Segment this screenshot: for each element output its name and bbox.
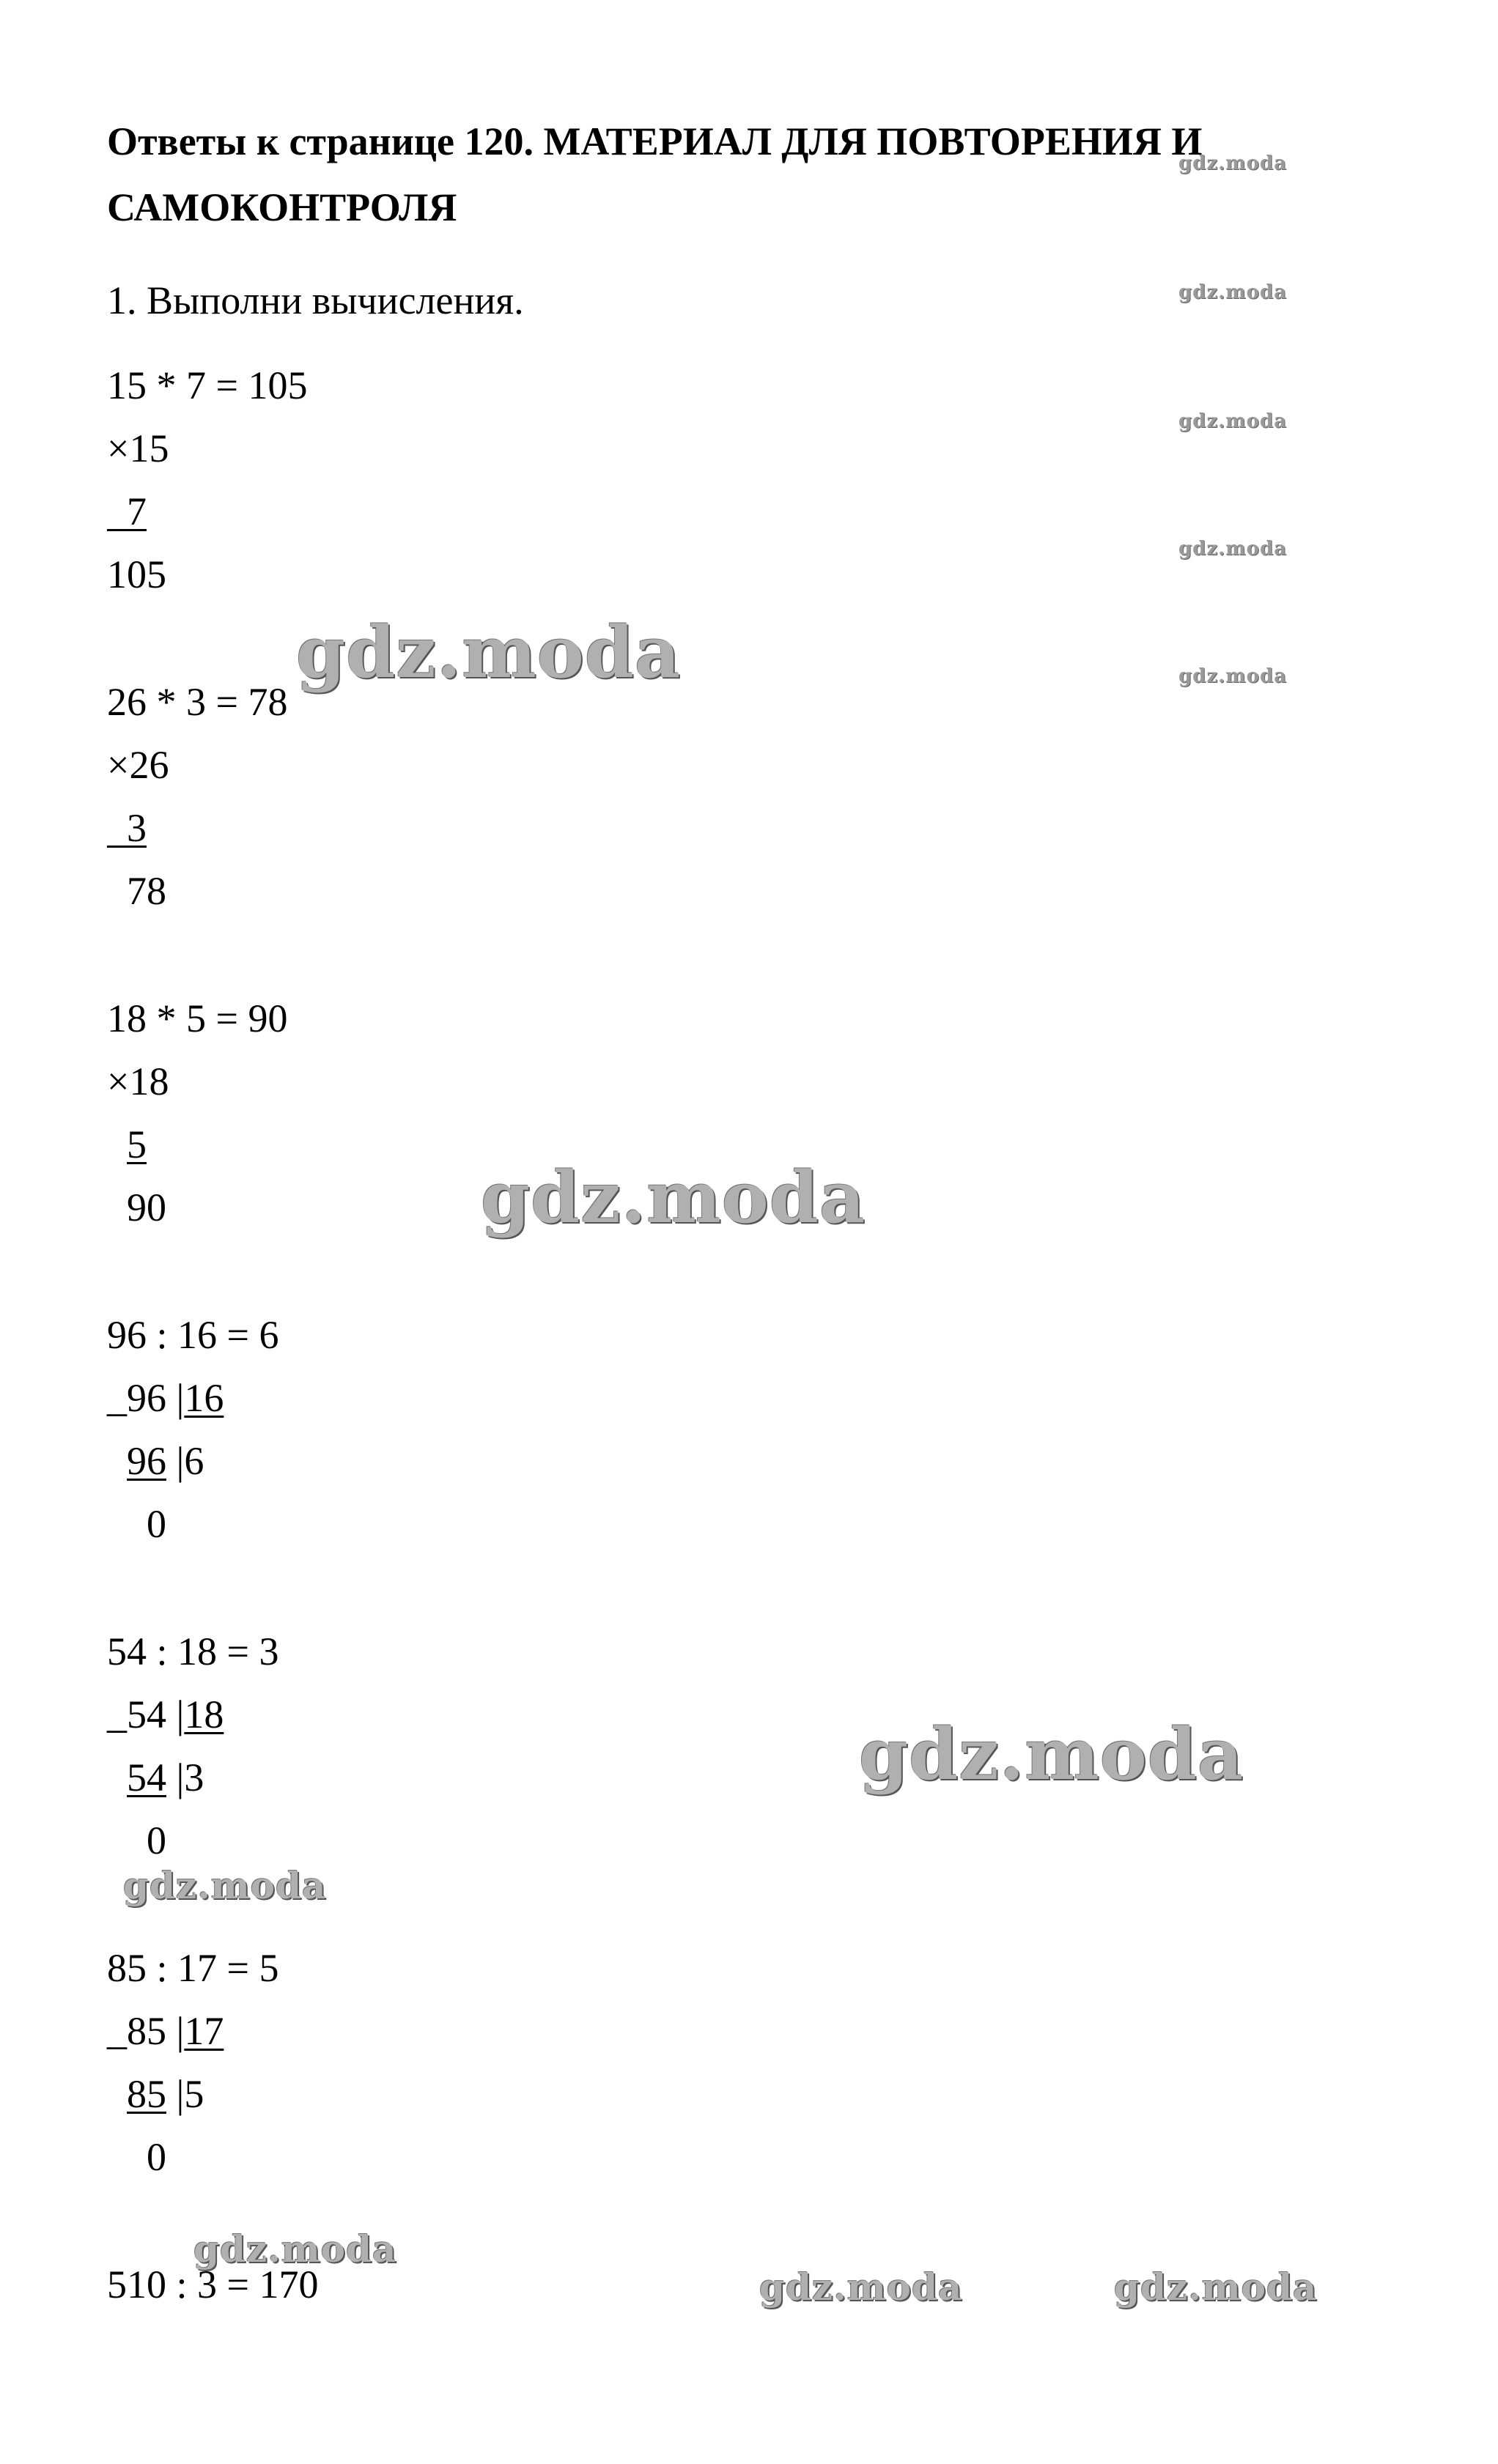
dividend-row-5: _54 |18 <box>107 1692 224 1736</box>
equation-4: 96 : 16 = 6 <box>107 1313 279 1357</box>
watermark: gdz.moda <box>481 1156 866 1239</box>
subtract-row-4: 96 |6 <box>127 1439 204 1483</box>
watermark: gdz.moda <box>1178 410 1288 432</box>
multiplier-2: 3 <box>127 806 147 850</box>
page-title: Ответы к странице 120. МАТЕРИАЛ ДЛЯ ПОВТОРЕНИЯ И САМОКОНТРОЛЯ <box>107 119 1203 229</box>
watermark: gdz.moda <box>1178 281 1288 303</box>
subtract-row-5: 54 |3 <box>127 1755 204 1799</box>
watermark: gdz.moda <box>859 1713 1244 1796</box>
product-2: 78 <box>127 869 166 913</box>
product-1: 105 <box>107 552 166 596</box>
remainder-4: 0 <box>147 1502 166 1546</box>
equation-7: 510 : 3 = 170 <box>107 2263 319 2306</box>
equation-2: 26 * 3 = 78 <box>107 680 288 724</box>
multiplicand-2: ×26 <box>107 743 169 787</box>
multiplicand-3: ×18 <box>107 1059 169 1103</box>
watermark: gdz.moda <box>193 2227 397 2271</box>
product-3: 90 <box>127 1185 166 1229</box>
equation-1: 15 * 7 = 105 <box>107 363 308 407</box>
remainder-6: 0 <box>147 2135 166 2179</box>
multiplicand-1: ×15 <box>107 426 169 470</box>
remainder-5: 0 <box>147 1819 166 1862</box>
watermark: gdz.moda <box>1114 2265 1318 2309</box>
equation-5: 54 : 18 = 3 <box>107 1629 279 1673</box>
subtract-row-6: 85 |5 <box>127 2072 204 2116</box>
task-heading: 1. Выполни вычисления. <box>107 278 524 322</box>
watermark: gdz.moda <box>296 611 682 694</box>
dividend-row-6: _85 |17 <box>107 2009 224 2053</box>
watermark: gdz.moda <box>759 2265 963 2309</box>
multiplier-3: 5 <box>127 1122 147 1166</box>
multiplier-1: 7 <box>127 489 147 533</box>
watermark: gdz.moda <box>1178 665 1288 687</box>
equation-3: 18 * 5 = 90 <box>107 996 288 1040</box>
watermark: gdz.moda <box>123 1864 327 1907</box>
watermark: gdz.moda <box>1178 152 1288 174</box>
watermark: gdz.moda <box>1178 538 1288 560</box>
equation-6: 85 : 17 = 5 <box>107 1946 279 1990</box>
dividend-row-4: _96 |16 <box>107 1376 224 1420</box>
